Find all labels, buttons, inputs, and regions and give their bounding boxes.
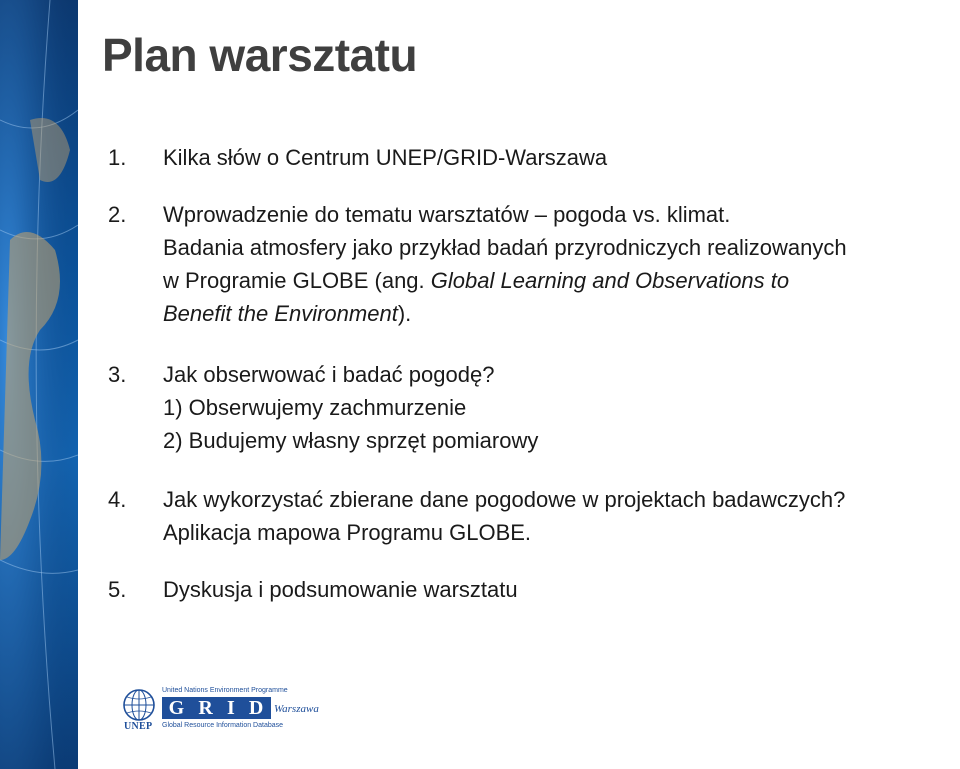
list-number: 1. — [108, 145, 127, 170]
list-item-text: Aplikacja mapowa Programu GLOBE. — [163, 520, 532, 545]
list-item-text: Wprowadzenie do tematu warsztatów – pogoda vs. klimat. — [163, 202, 731, 227]
list-number: 5. — [108, 577, 127, 602]
list-item-text: Jak obserwować i badać pogodę? — [163, 362, 495, 387]
list-item-text-mixed — [163, 297, 847, 330]
italic-text-part: Global Learning and Observations to — [430, 268, 790, 293]
grid-letter: R — [198, 696, 214, 719]
grid-wordmark — [162, 697, 271, 719]
list-item-text-mixed — [163, 264, 847, 297]
grid-letter: G — [168, 696, 186, 719]
text-part: ). — [397, 301, 412, 326]
logo-bottom-text: Global Resource Information Database — [162, 722, 284, 729]
list-item-text: 2) Budujemy własny sprzęt pomiarowy — [163, 428, 539, 453]
list-item-text: Dyskusja i podsumowanie warsztatu — [163, 577, 518, 602]
globe-side-band — [0, 0, 78, 769]
unep-label: UNEP — [124, 721, 153, 732]
unep-emblem-icon — [122, 688, 156, 722]
list-number: 3. — [108, 362, 127, 387]
grid-letter: D — [248, 696, 265, 719]
list-item-text: Kilka słów o Centrum UNEP/GRID-Warszawa — [163, 145, 608, 170]
grid-letter: I — [226, 696, 236, 719]
text-part: w Programie GLOBE (ang. — [163, 268, 431, 293]
list-item-text: 1) Obserwujemy zachmurzenie — [163, 395, 467, 420]
list-item-text: Badania atmosfery jako przykład badań przyrodniczych realizowanych — [163, 235, 847, 260]
list-number: 4. — [108, 487, 127, 512]
italic-text-part: Benefit the Environment — [163, 301, 398, 326]
globe-graphic — [0, 0, 78, 769]
unep-grid-logo — [122, 687, 319, 736]
page-title: Plan warsztatu — [102, 29, 418, 81]
logo-city: Warszawa — [274, 703, 319, 715]
logo-top-text: United Nations Environment Programme — [162, 687, 288, 694]
list-item-text: Jak wykorzystać zbierane dane pogodowe w projektach badawczych? — [163, 487, 846, 512]
list-number: 2. — [108, 202, 127, 227]
